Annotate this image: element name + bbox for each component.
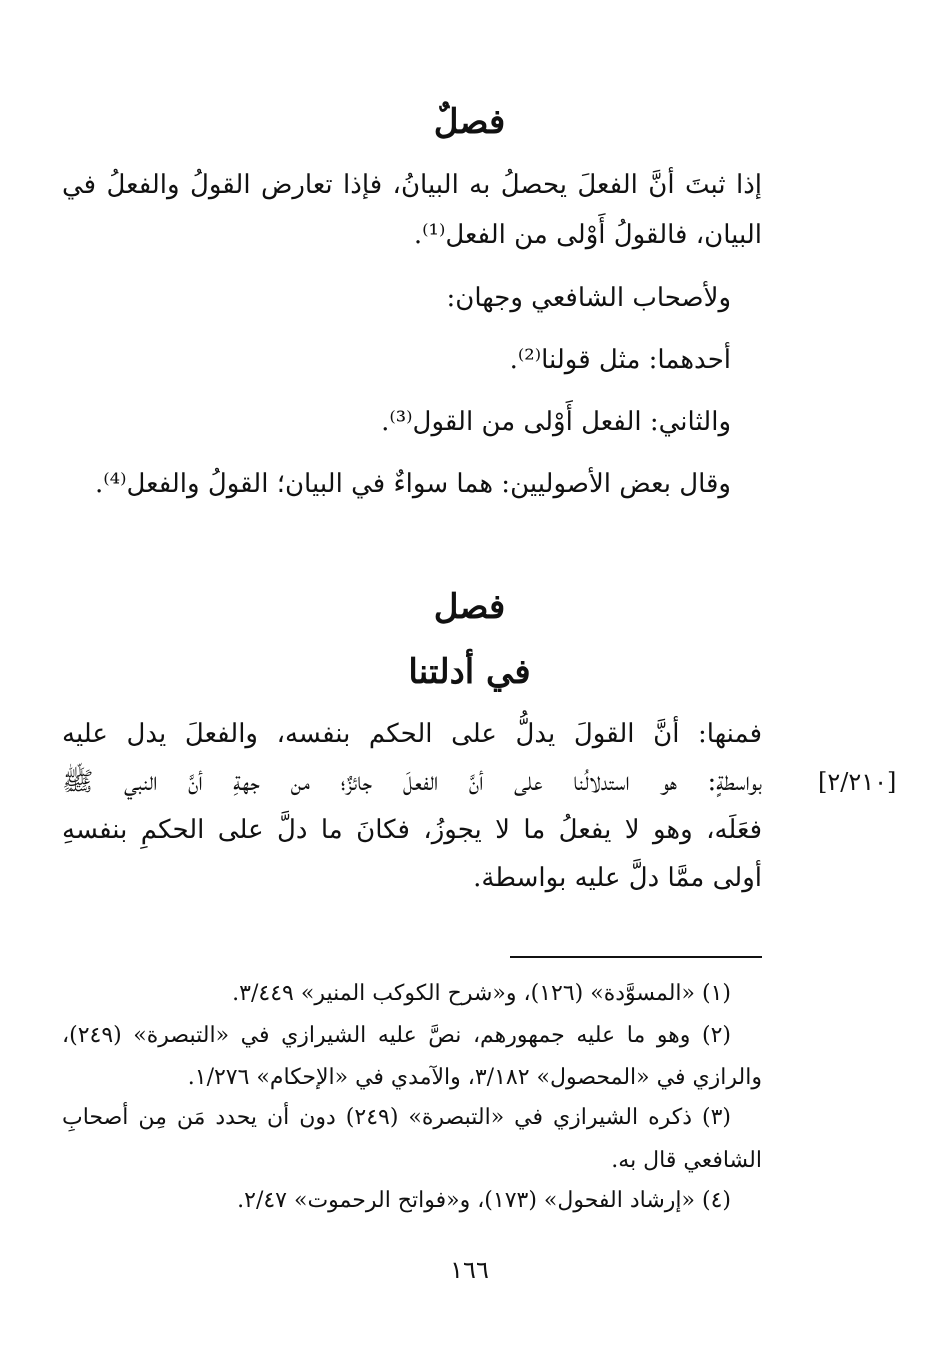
margin-page-reference: [٢/٢١٠] bbox=[818, 768, 897, 796]
footnote: (٣) ذكره الشيرازي في «التبصرة» (٢٤٩) دون أن يحدد مَن مِن أصحابِ bbox=[62, 1105, 731, 1130]
paragraph-line: أولى ممَّا دلَّ عليه بواسطة. bbox=[473, 863, 762, 893]
footnote: (٢) وهو ما عليه جمهورهم، نصَّ عليه الشيرازي في «التبصرة» (٢٤٩)، bbox=[62, 1023, 731, 1048]
section-subheading: في أدلتنا bbox=[408, 652, 531, 692]
footnote: الشافعي قال به. bbox=[611, 1148, 762, 1173]
paragraph-line: فمنها: أنَّ القولَ يدلُّ على الحكم بنفسه، والفعلَ يدل عليه bbox=[62, 719, 762, 749]
footnote: والرازي في «المحصول» ٣/١٨٢، والآمدي في «الإحكام» ١/٢٧٦. bbox=[187, 1065, 762, 1090]
footnote-divider bbox=[510, 956, 762, 958]
section-heading: فصل bbox=[433, 587, 506, 627]
paragraph-line: والثاني: الفعل أَوْلى من القول⁽³⁾. bbox=[381, 407, 731, 437]
paragraph-line: أحدهما: مثل قولنا⁽²⁾. bbox=[509, 345, 731, 375]
footnote: (٤) «إرشاد الفحول» (١٧٣)، و«فواتح الرحموت» ٢/٤٧. bbox=[237, 1188, 731, 1213]
paragraph-line: وقال بعض الأصوليين: هما سواءٌ في البيان؛ القولُ والفعل⁽⁴⁾. bbox=[94, 469, 731, 499]
paragraph-line: ولأصحاب الشافعي وجهان: bbox=[446, 283, 731, 313]
paragraph-line: إذا ثبتَ أنَّ الفعلَ يحصلُ به البيانُ، فإذا تعارض القولُ والفعلُ في bbox=[62, 170, 762, 200]
paragraph-line: البيان، فالقولُ أَوْلى من الفعل⁽¹⁾. bbox=[413, 220, 762, 250]
section-heading: فصلٌ bbox=[433, 102, 506, 142]
page-number: ١٦٦ bbox=[450, 1256, 489, 1284]
footnote: (١) «المسوَّدة» (١٢٦)، و«شرح الكوكب المنير» ٣/٤٤٩. bbox=[232, 981, 731, 1006]
paragraph-line: فعَلَه، وهو لا يفعلُ ما لا يجوزُ، فكانَ ما دلَّ على الحكمِ بنفسهِ bbox=[62, 815, 762, 845]
paragraph-line: بواسطةٍ: هو استدلالُنا على أنَّ الفعلَ جائزٌ؛ من جهةِ أنَّ النبي ﷺ bbox=[62, 767, 762, 797]
